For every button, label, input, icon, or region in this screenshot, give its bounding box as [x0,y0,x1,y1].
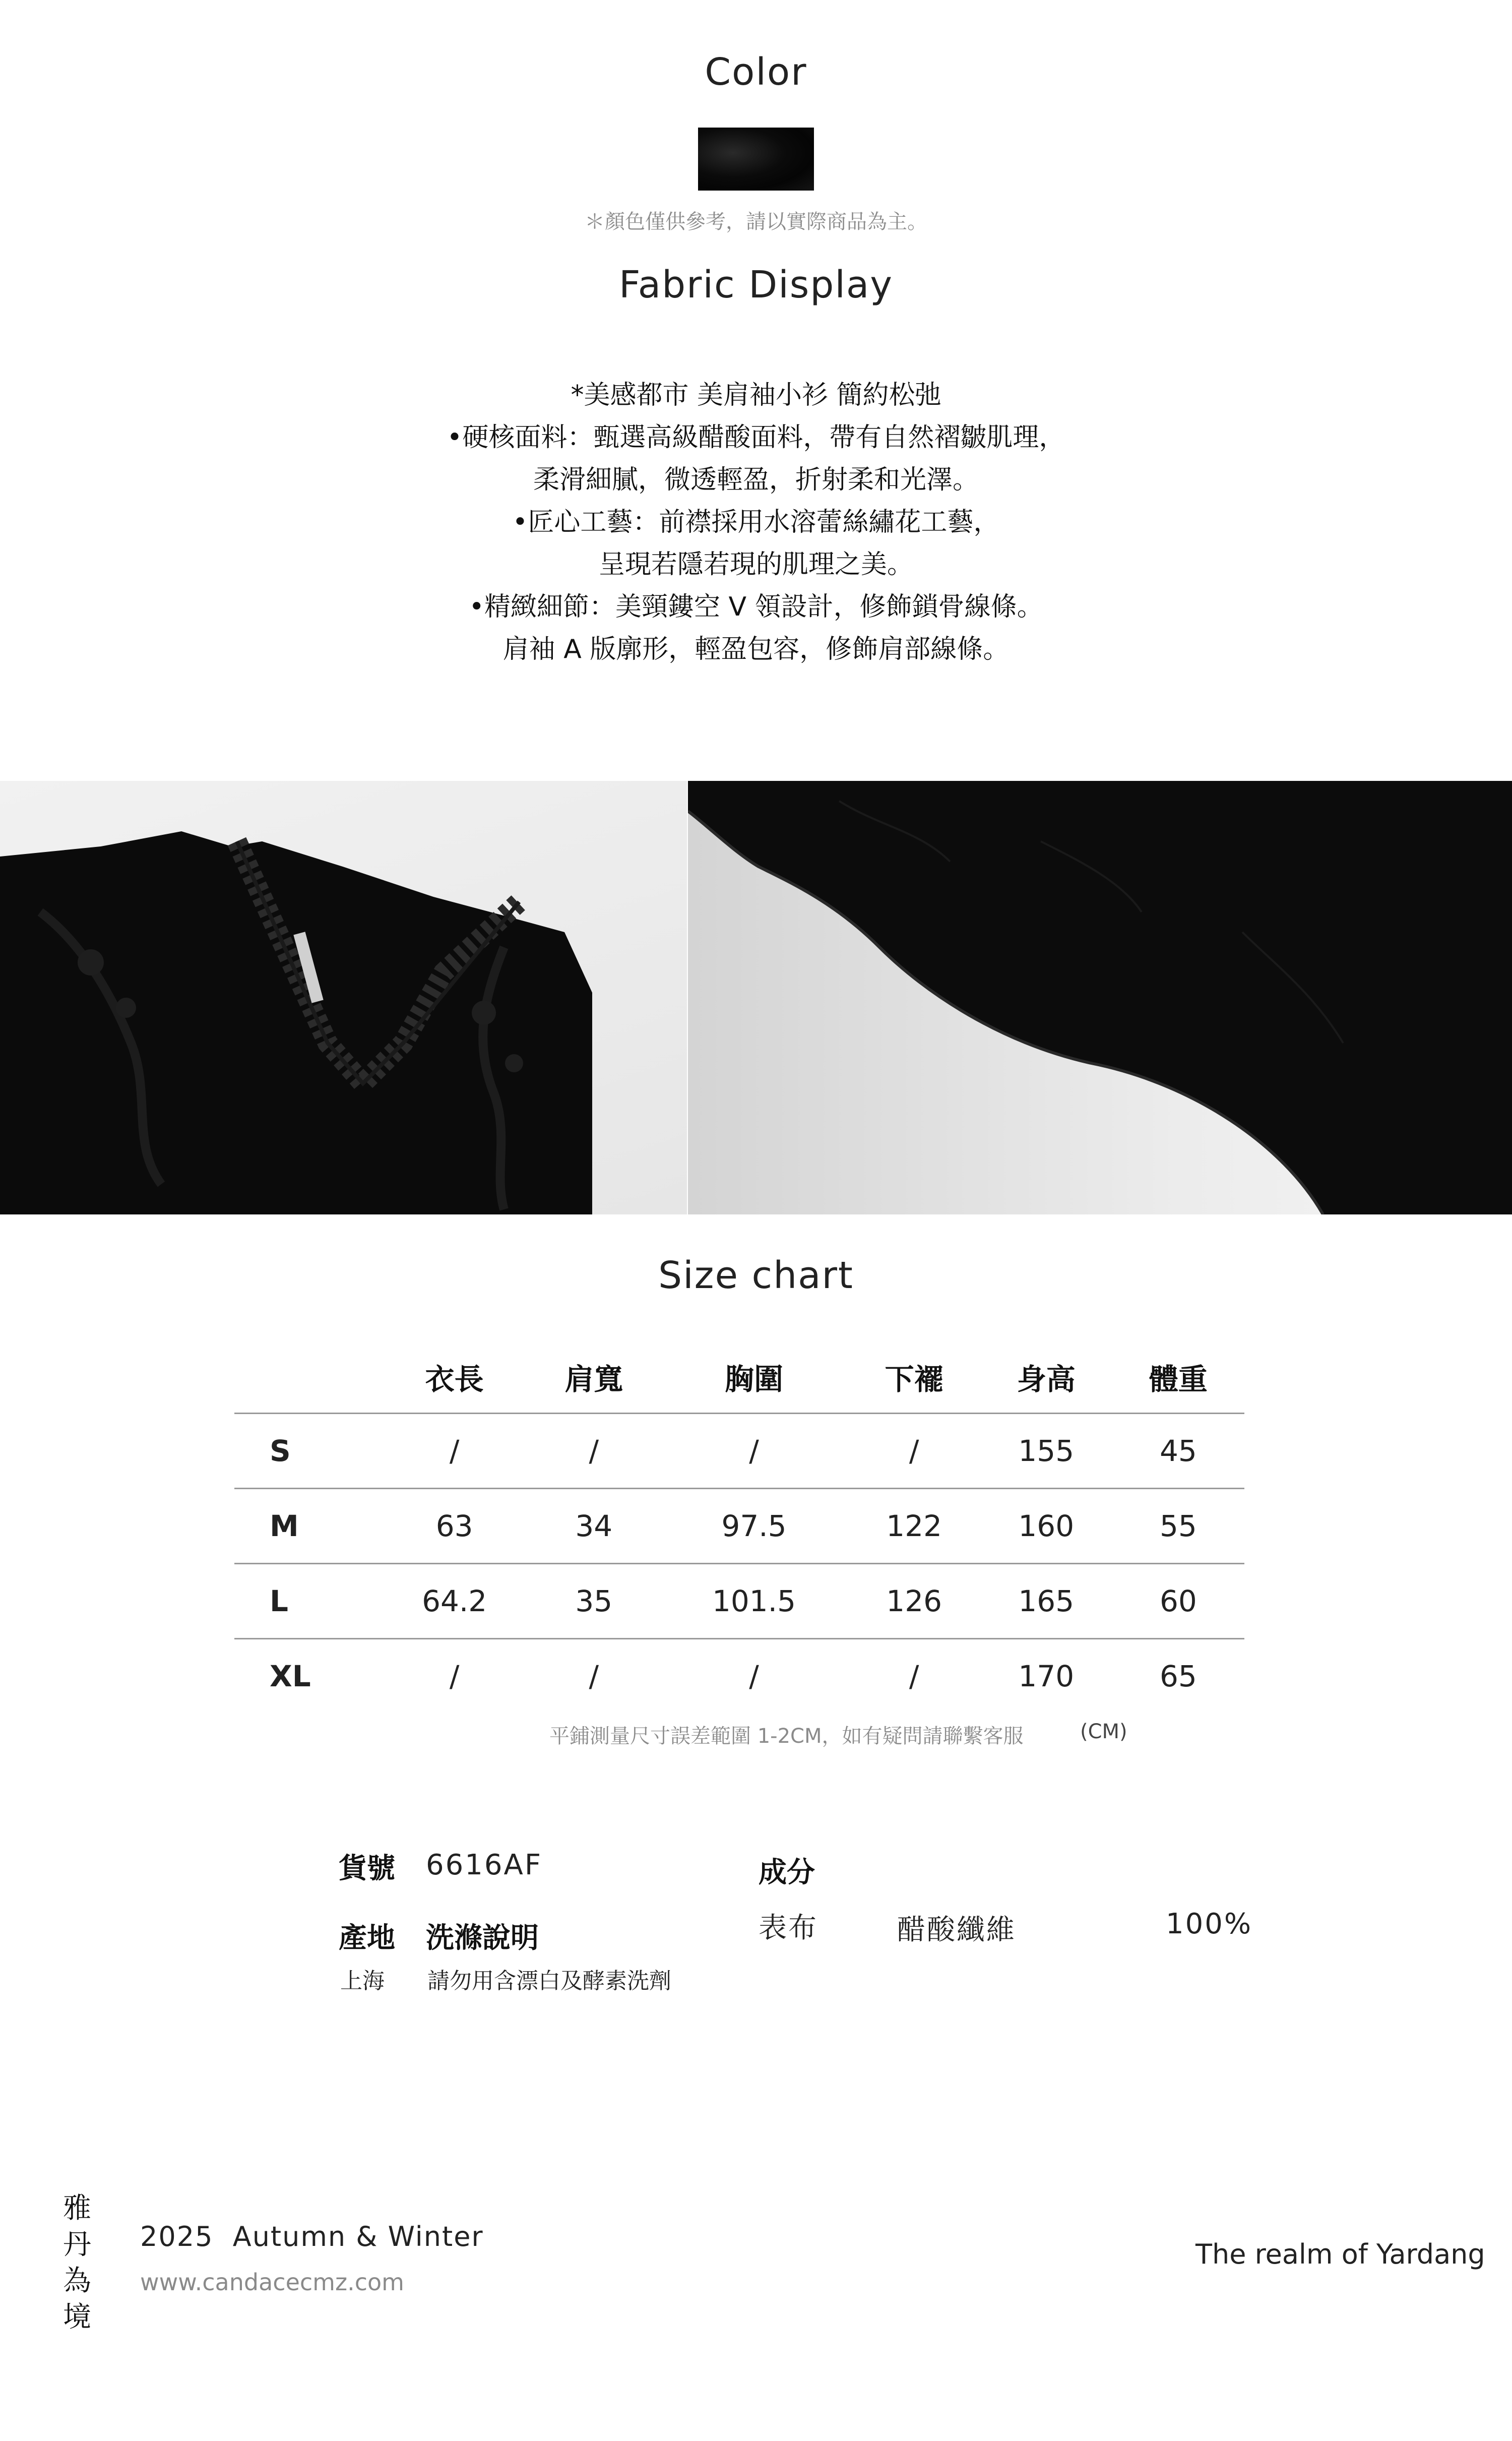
color-title: Color [705,50,807,94]
size-unit: (CM) [1080,1720,1127,1743]
table-cell: 126 [848,1564,980,1639]
table-cell: 63 [381,1489,528,1564]
sku-label: 貨號 [339,1852,395,1885]
brand-vertical-mark [63,2190,93,2336]
wash-value: 請勿用含漂白及酵素洗劑 [427,1968,671,1994]
table-cell: 170 [980,1639,1112,1714]
brand-tagline: The realm of Yardang [1195,2238,1485,2270]
desc-line: 肩袖 A 版廓形，輕盈包容，修飾肩部線條。 [502,634,1010,664]
size-chart-header-row [234,1341,1244,1414]
origin-label: 產地 [339,1922,395,1955]
table-row [234,1489,1244,1564]
table-cell: 122 [848,1489,980,1564]
table-cell: 35 [528,1564,660,1639]
table-cell: 34 [528,1489,660,1564]
desc-line: •硬核面料：甄選高級醋酸面料，帶有自然褶皺肌理， [447,422,1065,453]
brand-char: 雅 [63,2192,91,2225]
table-cell: 60 [1112,1564,1244,1639]
table-cell: 64.2 [381,1564,528,1639]
wash-label: 洗滌說明 [426,1922,539,1955]
website-link[interactable]: www.candacecmz.com [140,2269,404,2296]
desc-line: 呈現若隱若現的肌理之美。 [598,550,913,580]
desc-line: •精緻細節：美頸鏤空 V 領設計，修飾鎖骨線條。 [469,592,1043,622]
fabric-description [0,374,1512,670]
table-row [234,1414,1244,1489]
size-chart-table [234,1341,1244,1713]
brand-char: 為 [63,2265,91,2297]
lace-neckline-photo [0,781,687,1214]
fabric-display-title: Fabric Display [618,263,894,307]
desc-line: •匠心工藝：前襟採用水溶蕾絲繡花工藝， [512,507,1000,537]
composition-label: 成分 [759,1856,815,1889]
table-cell: 165 [980,1564,1112,1639]
table-cell: 155 [980,1414,1112,1489]
table-cell: / [848,1414,980,1489]
desc-line: *美感都市 美肩袖小衫 簡約松弛 [571,380,941,410]
table-cell: / [660,1639,848,1714]
table-cell: / [528,1414,660,1489]
color-disclaimer: ＊顏色僅供參考，請以實際商品為主。 [585,210,927,233]
origin-value: 上海 [340,1968,385,1994]
table-cell: 55 [1112,1489,1244,1564]
lace-top-illustration [0,781,687,1214]
header-hem: 下襬 [885,1362,943,1396]
header-bust: 胸圍 [724,1362,783,1396]
table-cell: 45 [1112,1414,1244,1489]
table-cell: 97.5 [660,1489,848,1564]
brand-char: 境 [63,2301,91,2334]
fabric-drape-photo [688,781,1512,1214]
size-chart-title: Size chart [658,1254,854,1297]
size-label: XL [234,1639,381,1714]
color-swatch-black [698,128,814,191]
fabric-drape-illustration [688,781,1512,1214]
season-label: 2025 Autumn & Winter [140,2221,484,2252]
brand-char: 丹 [63,2228,91,2261]
header-blank [234,1341,381,1414]
composition-part: 表布 [759,1912,818,1944]
composition-percent: 100% [1166,1908,1253,1940]
table-row [234,1564,1244,1639]
table-cell: / [848,1639,980,1714]
header-length: 衣長 [425,1362,484,1396]
header-weight: 體重 [1149,1362,1208,1396]
header-shoulder: 肩寬 [564,1362,623,1396]
desc-line: 柔滑細膩，微透輕盈，折射柔和光澤。 [533,465,979,495]
table-cell: / [528,1639,660,1714]
composition-material: 醋酸纖維 [897,1914,1016,1946]
table-cell: / [381,1639,528,1714]
table-cell: / [381,1414,528,1489]
header-height: 身高 [1017,1362,1076,1396]
size-label: M [234,1489,381,1564]
sku-value: 6616AF [426,1849,543,1881]
table-cell: 65 [1112,1639,1244,1714]
table-cell: 101.5 [660,1564,848,1639]
table-row [234,1639,1244,1714]
table-cell: 160 [980,1489,1112,1564]
size-label: S [234,1414,381,1489]
size-chart-note: 平鋪測量尺寸誤差範圍 1-2CM，如有疑問請聯繫客服 [549,1725,1024,1748]
table-cell: / [660,1414,848,1489]
size-label: L [234,1564,381,1639]
